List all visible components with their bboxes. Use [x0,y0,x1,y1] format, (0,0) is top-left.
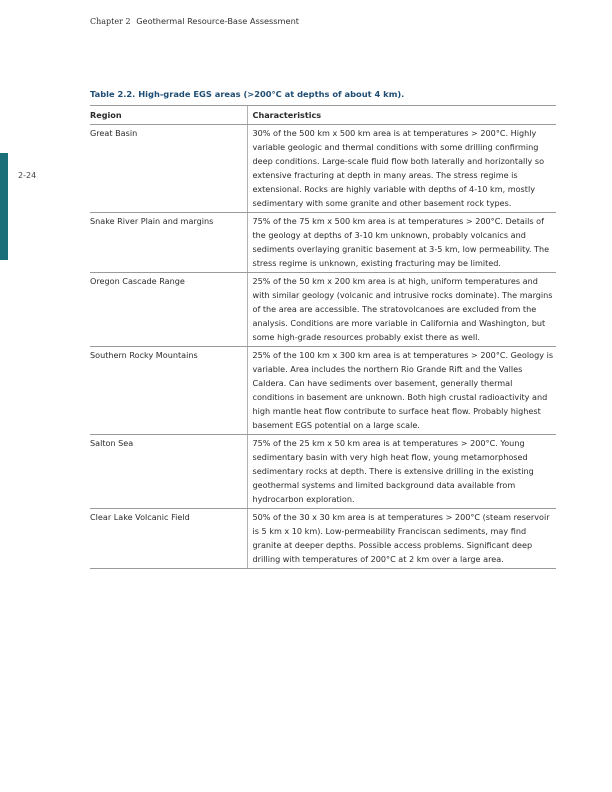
characteristics-cell: 75% of the 75 km x 500 km area is at temperatures > 200°C. Details of the geology at depths of 3-10 km unknown, probably volcanics and sediments overlaying granitic basement at 3-5 km, low permeability. The stress regime is unknown, existing fracturing may be limited. [247,213,556,273]
table-row [90,347,556,435]
section-tab [0,153,8,260]
chapter-title: Geothermal Resource-Base Assessment [136,16,299,26]
table-row [90,509,556,569]
egs-areas-table [90,105,556,569]
characteristics-cell: 30% of the 500 km x 500 km area is at temperatures > 200°C. Highly variable geologic and thermal conditions with some drilling confirming deep conditions. Large-scale fluid flow both laterally and horizontally so extensive fracturing at depth in many areas. The stress regime is extensional. Rocks are highly variable with depths of 4-10 km, mostly sedimentary with some granite and other basement rock types. [247,125,556,213]
chapter-label: Chapter 2 [90,17,131,26]
table-row [90,435,556,509]
column-header-region: Region [90,106,247,125]
characteristics-cell: 25% of the 100 km x 300 km area is at temperatures > 200°C. Geology is variable. Area includes the northern Rio Grande Rift and the Valles Caldera. Can have sediments over basement, generally thermal conditions in basement are unknown. Both high crustal radioactivity and high mantle heat flow contribute to surface heat flow. Probably highest basement EGS potential on a large scale. [247,347,556,435]
table-row [90,273,556,347]
characteristics-cell: 50% of the 30 x 30 km area is at temperatures > 200°C (steam reservoir is 5 km x 10 km). Low-permeability Franciscan sediments, may find granite at deeper depths. Possible access problems. Significant deep drilling with temperatures of 200°C at 2 km over a large area. [247,509,556,569]
region-cell: Great Basin [90,125,247,213]
region-cell: Clear Lake Volcanic Field [90,509,247,569]
table-caption: Table 2.2. High-grade EGS areas (>200°C at depths of about 4 km). [90,89,405,99]
page-number: 2-24 [18,171,37,180]
characteristics-cell: 75% of the 25 km x 50 km area is at temperatures > 200°C. Young sedimentary basin with very high heat flow, young metamorphosed sedimentary rocks at depth. There is extensive drilling in the existing geothermal systems and limited background data available from hydrocarbon exploration. [247,435,556,509]
table-row [90,213,556,273]
region-cell: Southern Rocky Mountains [90,347,247,435]
column-header-characteristics: Characteristics [247,106,556,125]
region-cell: Snake River Plain and margins [90,213,247,273]
region-cell: Oregon Cascade Range [90,273,247,347]
table-header-row [90,106,556,125]
running-header [90,16,299,26]
table-row [90,125,556,213]
characteristics-cell: 25% of the 50 km x 200 km area is at high, uniform temperatures and with similar geology (volcanic and intrusive rocks dominate). The margins of the area are accessible. The stratovolcanoes are excluded from the analysis. Conditions are more variable in California and Washington, but some high-grade resources probably exist there as well. [247,273,556,347]
region-cell: Salton Sea [90,435,247,509]
